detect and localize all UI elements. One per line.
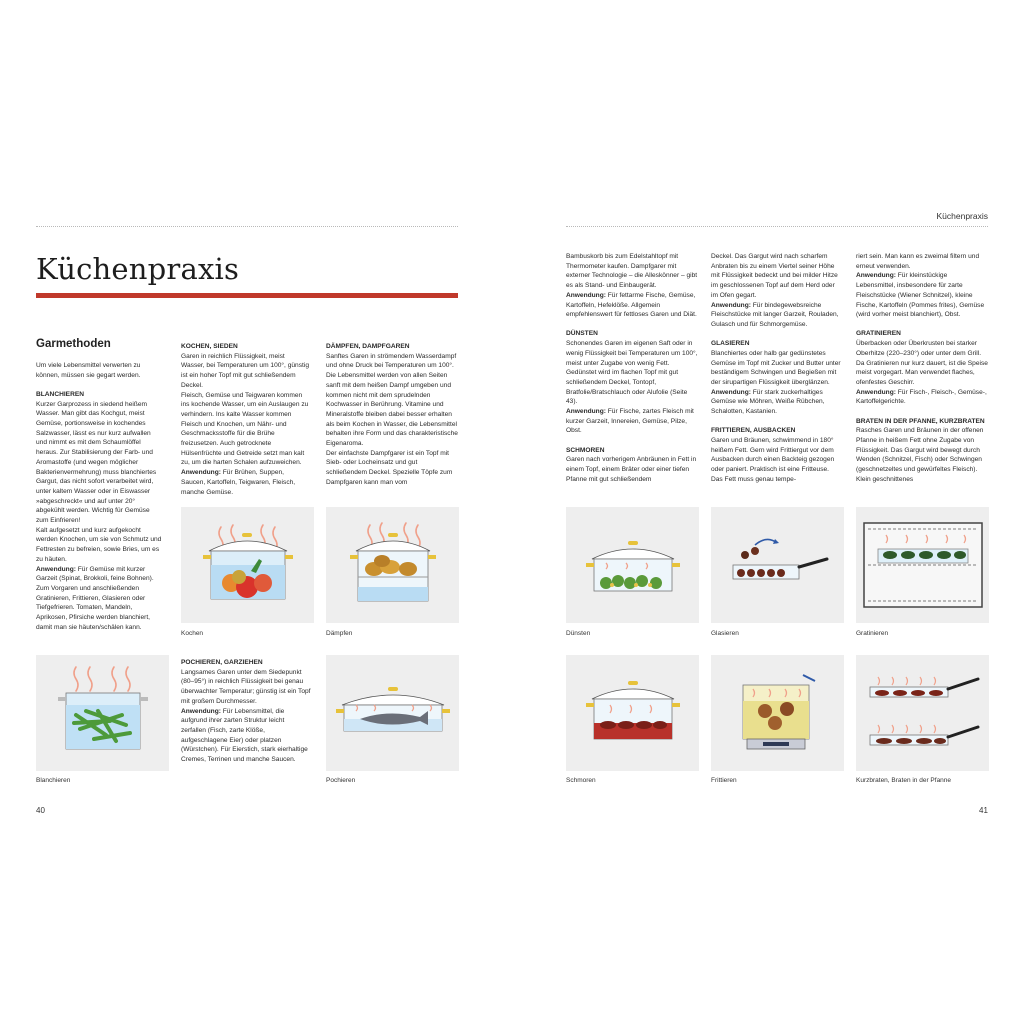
image-kochen <box>181 507 314 623</box>
text-blanchieren-use: Für Gemüse mit kurzer Garzeit (Spinat, Brokkoli, feine Bohnen). Zum Vorgaren und anschließenden Gratinieren, Frittieren, Glasieren oder Tiefgefrieren. Tomaten, Mandeln, Aprikosen, Pfirsiche werden blanchiert, damit man sie häuten/schälen kann. <box>36 565 154 631</box>
title-underline <box>36 293 458 298</box>
text-duensten-1: Schonendes Garen im eigenen Saft oder in wenig Flüssigkeit bei Temperaturen um 100°, meist unter Zugabe von wenig Fett. Gedünstet wird im flachen Topf mit gut schließendem Deckel, Tontopf, Bratfolie/Bratschlauch oder Alufolie (Seite 43). <box>566 340 698 406</box>
image-gratinieren <box>856 507 989 623</box>
poaching-pan-icon <box>326 655 459 771</box>
cooking-pot-icon <box>181 507 314 623</box>
steamer-pot-icon <box>326 507 459 623</box>
heading-blanchieren: BLANCHIEREN <box>36 390 84 398</box>
page-number-left: 40 <box>36 806 45 815</box>
column-left-2 <box>181 342 309 497</box>
blanching-pot-icon <box>36 655 169 771</box>
page-title: Küchenpraxis <box>36 252 240 286</box>
text-blanchieren-2: Kalt aufgesetzt und kurz aufgekocht werden Knochen, um sie von Schmutz und Fettresten zu befreien, sowie Bries, um es zu häuten. <box>36 526 162 563</box>
caption-daempfen: Dämpfen <box>326 630 353 637</box>
use-label: Anwendung: <box>566 291 606 299</box>
header-rule-right <box>566 226 988 227</box>
use-label: Anwendung: <box>566 408 606 416</box>
heading-schmoren: SCHMOREN <box>566 446 605 454</box>
text-daempfen-cont: Bambuskorb bis zum Edelstahltopf mit Thermometer kaufen. Dampfgarer mit externer Technologie – die Alleskönner – gibt es als Stand- und Einbaugerät. <box>566 253 698 290</box>
text-gratinieren-use: Für Fisch-, Fleisch-, Gemüse-, Kartoffelgerichte. <box>856 388 987 406</box>
text-kochen-2: Fleisch, Gemüse und Teigwaren kommen ins kochende Wasser, um ein Auslaugen zu verhindern. Ins kalte Wasser kommen Fleisch und Knochen, um Nähr- und Geschmacksstoffe für die Brühe freizusetzen. Auch getrocknete Hülsenfrüchte und Getreide setzt man kalt zu, um die harten Schalen aufzuweichen. <box>181 391 309 467</box>
text-glasieren-1: Blanchiertes oder halb gar gedünstetes Gemüse im Topf mit Zucker und Butter unter beständigem Schwingen und Begießen mit der sirupartigen Flüssigkeit überglänzen. <box>711 349 841 386</box>
text-frittieren-use: Für kleinstückige Lebensmittel, insbesondere für zarte Fleischstücke (Wiener Schnitzel), kleine Fische, Kartoffeln (Pommes frites), Gemüse (wird vorher meist blanchiert), Obst. <box>856 272 985 319</box>
stewing-pot-icon <box>566 507 699 623</box>
caption-blanchieren: Blanchieren <box>36 777 71 784</box>
text-blanchieren-1: Kurzer Garprozess in siedend heißem Wasser. Man gibt das Kochgut, meist Gemüse, portionsweise in kochendes Salzwasser, lässt es nur kurz aufwallen und nimmt es mit dem Schaumlöffel heraus. Zur Stabilisierung der Farb- und Aromastoffe (und wegen möglicher Bakterienvermehrung) muss blanchiertes Gargut, das nicht sofort verarbeitet wird, unter kaltem Wasser oder in Eiswasser »abgeschreckt« und auf unter 20° abgekühlt werden. Wichtig für Gemüse zum Einfrieren! <box>36 400 157 525</box>
image-glasieren <box>711 507 844 623</box>
caption-duensten: Dünsten <box>566 630 591 637</box>
column-left-1 <box>36 361 162 632</box>
caption-kurzbraten: Kurzbraten, Braten in der Pfanne <box>856 777 952 784</box>
column-left-3 <box>326 342 458 488</box>
text-duensten-use: Für Fische, zartes Fleisch mit kurzer Garzeit, Innereien, Gemüse, Pilze, Obst. <box>566 408 694 435</box>
use-label: Anwendung: <box>36 565 76 573</box>
caption-schmoren: Schmoren <box>566 777 596 784</box>
heading-frittieren: FRITTIEREN, AUSBACKEN <box>711 427 796 435</box>
page-number-right: 41 <box>979 806 988 815</box>
text-daempfen-1: Sanftes Garen in strömendem Wasserdampf und ohne Druck bei Temperaturen um 100°. Die Lebensmittel werden von allen Seiten sanft mit dem heißen Dampf umgeben und kommen nicht mit dem sprudelnden Kochwasser in Berührung. Vitamine und Mineralstoffe bleiben dabei besser erhalten als beim Kochen in Wasser, die Lebensmittel behalten ihre Form und das charakteristische Eigenaroma. <box>326 352 458 448</box>
heading-daempfen: DÄMPFEN, DAMPFGAREN <box>326 343 410 350</box>
column-pochieren <box>181 658 311 765</box>
text-schmoren-use: Für bindegewebsreiche Fleischstücke mit langer Garzeit, Rouladen, Gulasch und für Schmorgemüse. <box>711 301 839 328</box>
text-pochieren-use: Für Lebensmittel, die aufgrund ihrer zarten Struktur leicht zerfallen (Fisch, zarte Klöße, aufgeschlagene Eier) oder platzen (Würstchen). Für Eierstich, stark eierhaltige Cremes, Terrinen und manche Saucen. <box>181 707 308 764</box>
heading-kochen: KOCHEN, SIEDEN <box>181 343 238 350</box>
text-glasieren-use: Für stark zuckerhaltiges Gemüse wie Möhren, Weiße Rübchen, Schalotten, Kastanien. <box>711 388 825 416</box>
header-rule-left <box>36 226 458 227</box>
gratin-dish-icon <box>856 507 989 623</box>
text-daempfen-use: Für fettarme Fische, Gemüse, Kartoffeln, Hefeklöße. Allgemein empfehlenswert für fettloses Garen und Diät. <box>566 291 697 319</box>
intro-text: Um viele Lebensmittel verwerten zu können, müssen sie gegart werden. <box>36 362 141 379</box>
image-pochieren <box>326 655 459 771</box>
caption-kochen: Kochen <box>181 630 204 637</box>
heading-pochieren: POCHIEREN, GARZIEHEN <box>181 659 263 666</box>
caption-frittieren: Frittieren <box>711 777 737 784</box>
text-schmoren-cont: Deckel. Das Gargut wird nach scharfem Anbraten bis zu einem Viertel seiner Höhe mit Flüssigkeit bedeckt und bei milder Hitze im geschlossenen Topf auf dem Herd oder im Ofen gegart. <box>711 253 838 299</box>
text-schmoren-1: Garen nach vorherigem Anbräunen in Fett in einem Topf, einem Bräter oder einer tiefen Pfanne mit gut schließendem <box>566 456 697 483</box>
image-kurzbraten <box>856 655 989 771</box>
caption-gratinieren: Gratinieren <box>856 630 889 637</box>
glazing-pan-icon <box>711 507 844 623</box>
use-label: Anwendung: <box>181 707 221 715</box>
column-right-1 <box>566 252 698 484</box>
heading-duensten: DÜNSTEN <box>566 330 598 338</box>
caption-glasieren: Glasieren <box>711 630 739 637</box>
frying-pans-icon <box>856 655 989 771</box>
heading-gratinieren: GRATINIEREN <box>856 330 901 338</box>
deep-fryer-icon <box>711 655 844 771</box>
image-frittieren <box>711 655 844 771</box>
text-kochen-1: Garen in reichlich Flüssigkeit, meist Wasser, bei Temperaturen um 100°, günstig ist ein hoher Topf mit gut schließendem Deckel. <box>181 352 309 389</box>
text-frittieren-1: Garen und Bräunen, schwimmend in 180° heißem Fett. Gern wird Frittiergut vor dem Ausbacken durch einen Backteig gezogen oder paniert. Praktisch ist eine Fritteuse. Das Fett muss genau tempe- <box>711 436 835 483</box>
use-label: Anwendung: <box>711 301 751 309</box>
use-label: Anwendung: <box>181 469 221 477</box>
heading-braten: BRATEN IN DER PFANNE, KURZBRATEN <box>856 417 985 425</box>
column-right-3 <box>856 252 988 484</box>
use-label: Anwendung: <box>711 388 751 396</box>
use-label: Anwendung: <box>856 388 896 396</box>
text-kochen-use: Für Brühen, Suppen, Saucen, Kartoffeln, Teigwaren, Fleisch, manche Gemüse. <box>181 469 296 496</box>
image-duensten <box>566 507 699 623</box>
section-title: Garmethoden <box>36 338 111 350</box>
heading-glasieren: GLASIEREN <box>711 340 750 348</box>
text-frittieren-cont: riert sein. Man kann es zweimal filtern und erneut verwenden. <box>856 253 980 270</box>
running-header: Küchenpraxis <box>936 211 988 221</box>
column-right-2 <box>711 252 841 484</box>
braising-pot-icon <box>566 655 699 771</box>
caption-pochieren: Pochieren <box>326 777 356 784</box>
text-daempfen-2: Der einfachste Dampfgarer ist ein Topf mit Sieb- oder Locheinsatz und gut schließendem Deckel. Spezielle Töpfe zum Dampfgaren kann man vom <box>326 449 453 486</box>
text-pochieren-1: Langsames Garen unter dem Siedepunkt (80–95°) in reichlich Flüssigkeit bei genau überwachter Temperatur; günstig ist ein Topf mit großem Durchmesser. <box>181 668 311 705</box>
text-gratinieren-1: Überbacken oder Überkrusten bei starker Oberhitze (220–230°) oder unter dem Grill. Da Gratinieren nur kurz dauert, ist die Speise meist vorgegart. Man verwendet flaches, ofenfestes Geschirr. <box>856 340 988 386</box>
text-braten-1: Rasches Garen und Bräunen in der offenen Pfanne in heißem Fett ohne Zugabe von Flüssigkeit. Das Gargut wird bewegt durch Wenden (Schnitzel, Fisch) oder Schwingen (geschnetzeltes und gewürfeltes Fleisch). Klein geschnittenes <box>856 427 984 483</box>
image-blanchieren <box>36 655 169 771</box>
use-label: Anwendung: <box>856 272 896 280</box>
image-schmoren <box>566 655 699 771</box>
image-daempfen <box>326 507 459 623</box>
